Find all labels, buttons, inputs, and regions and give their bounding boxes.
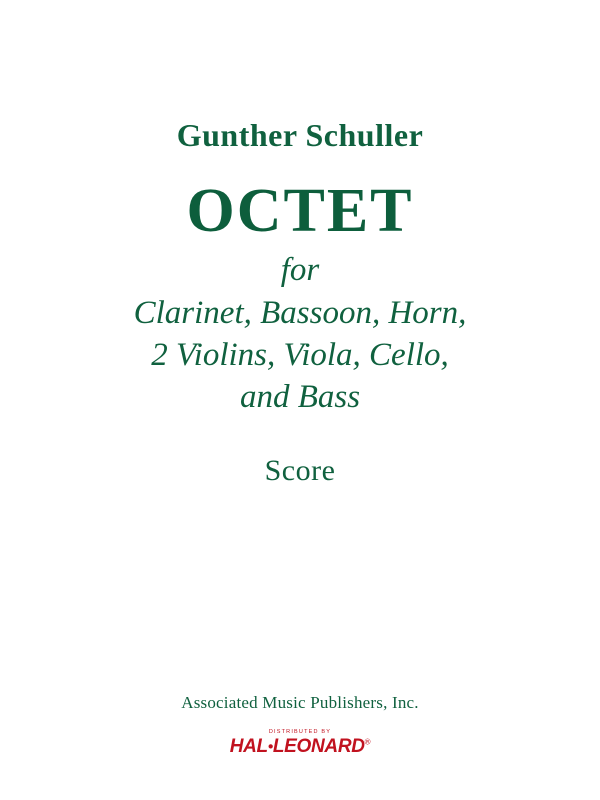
for-label: for [280, 252, 320, 289]
logo-registered-mark: ® [364, 737, 371, 747]
hal-leonard-logo [0, 729, 600, 756]
instrumentation-line-3: and Bass [239, 379, 361, 415]
instrumentation-line-2: 2 Violins, Viola, Cello, [151, 336, 449, 373]
instrumentation-list [0, 292, 600, 419]
logo-text-leonard: LEONARD [272, 736, 365, 757]
publisher-name: Associated Music Publishers, Inc. [181, 693, 419, 712]
logo-dot: • [267, 738, 273, 756]
cover-text-block [0, 118, 600, 488]
instrumentation-line-1: Clarinet, Bassoon, Horn, [133, 294, 467, 331]
score-label: Score [264, 454, 336, 488]
logo-text-hal: HAL [229, 736, 268, 757]
work-title: OCTET [186, 177, 414, 246]
hal-leonard-wordmark [0, 737, 600, 756]
distributed-by-label: DISTRIBUTED BY [268, 729, 332, 735]
publisher-block [0, 693, 600, 756]
composer-name: Gunther Schuller [176, 117, 424, 153]
